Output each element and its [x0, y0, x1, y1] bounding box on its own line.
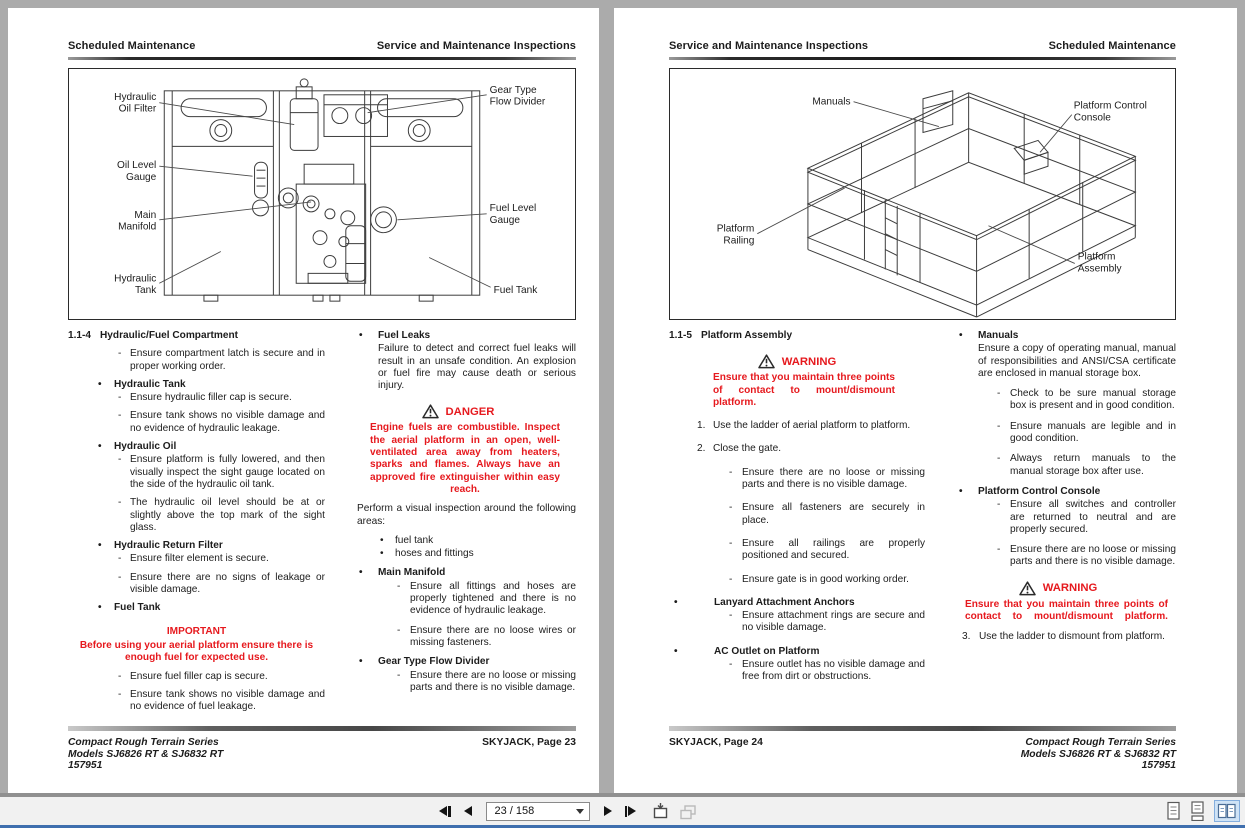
two-page-layout-icon [1217, 802, 1237, 820]
last-page-icon [628, 806, 636, 816]
svg-text:Console: Console [1073, 112, 1111, 124]
list-item: - Ensure all switches and controller are returned to neutral and are properly secured. [940, 499, 1176, 536]
warning-label: WARNING [781, 355, 837, 368]
label-manuals: Manuals [812, 96, 851, 108]
page-number-input[interactable] [487, 805, 576, 817]
label-oil-level-gauge: Oil Level [116, 160, 157, 172]
svg-text:Oil Filter: Oil Filter [118, 103, 157, 115]
warning-triangle-icon [758, 354, 775, 369]
footer-rule [68, 726, 576, 731]
platform-assembly-figure [669, 68, 1176, 320]
continuous-page-layout-icon [1190, 801, 1205, 821]
next-view-icon [678, 802, 698, 820]
footer-page-label: SKYJACK, Page 24 [669, 737, 763, 748]
svg-text:Railing: Railing [723, 235, 755, 247]
footer-series: Compact Rough Terrain Series [1025, 737, 1176, 748]
paragraph: Failure to detect and correct fuel leaks will result in an unsafe condition. An explosion or fuel fire may cause death or serious injury. [378, 343, 576, 392]
svg-text:Gauge: Gauge [125, 172, 157, 184]
footer-part-number: 157951 [68, 760, 103, 772]
page-24-column-1 [669, 330, 925, 684]
running-header-left: Scheduled Maintenance [68, 40, 196, 52]
list-item: • fuel tank [340, 535, 576, 547]
bullet-heading: • AC Outlet on Platform [669, 646, 925, 658]
footer-model-block [68, 737, 223, 772]
warning-label: WARNING [1042, 582, 1098, 595]
list-item: - Ensure all fasteners are securely in place. [669, 502, 925, 527]
page-24-column-2 [940, 330, 1176, 644]
header-rule [68, 57, 576, 60]
pdf-toolbar [0, 793, 1245, 828]
svg-text:Flow Divider: Flow Divider [489, 96, 546, 108]
platform-assembly-diagram [670, 69, 1175, 319]
page-number-combobox[interactable] [486, 802, 590, 821]
list-item: • hoses and fittings [340, 548, 576, 560]
page-23-footer [68, 726, 576, 772]
list-item: - Always return manuals to the manual storage box after use. [940, 453, 1176, 478]
first-page-button[interactable] [439, 806, 452, 817]
next-view-button[interactable] [678, 802, 698, 820]
first-page-icon [439, 806, 447, 816]
figure-labels [114, 85, 546, 296]
list-item: - Ensure platform is fully lowered, and then visually inspect the sight gauge located on the side of the hydraulic oil tank. [68, 454, 325, 491]
label-platform-control-console: Platform Control [1073, 100, 1147, 112]
label-hydraulic-oil-filter: Hydraulic [114, 91, 157, 103]
page-23-column-1 [68, 330, 325, 713]
running-header [68, 40, 576, 52]
step-number: 3. [962, 631, 971, 643]
page-24-columns [669, 330, 1176, 684]
bullet-heading: • Lanyard Attachment Anchors [669, 597, 925, 609]
callout-lines [757, 102, 1074, 264]
section-title: Platform Assembly [701, 330, 793, 341]
danger-label: DANGER [445, 405, 495, 418]
page-23-column-2 [340, 330, 576, 694]
danger-heading [340, 404, 576, 419]
list-item: - Ensure fuel filler cap is secure. [68, 671, 325, 683]
label-main-manifold: Main [134, 209, 157, 221]
paragraph: Ensure a copy of operating manual, manual of responsibilities and ANSI/CSA certificate are enclosed in manual storage box. [978, 343, 1176, 379]
list-item: - Ensure all fittings and hoses are properly tightened and there is no evidence of hydraulic leakage. [340, 581, 576, 618]
manual-page-23 [8, 8, 599, 793]
list-item: - Ensure attachment rings are secure and no visible damage. [669, 610, 925, 635]
footer-rule [669, 726, 1176, 731]
list-item: - Ensure compartment latch is secure and in proper working order. [68, 348, 325, 373]
svg-text:Assembly: Assembly [1077, 263, 1122, 275]
bullet-heading: • Hydraulic Return Filter [68, 540, 325, 552]
numbered-step: 1. Use the ladder of aerial platform to platform. [697, 420, 911, 432]
bullet-heading: • Hydraulic Oil [68, 441, 325, 453]
footer-models: Models SJ6826 RT & SJ6832 RT [68, 748, 224, 760]
section-number: 1.1-4 [68, 330, 92, 341]
diagram-linework [164, 79, 479, 301]
list-item: - The hydraulic oil level should be at or slightly above the top mark of the sight glass. [68, 497, 325, 534]
footer-models: Models SJ6826 RT & SJ6832 RT [1020, 748, 1176, 760]
paragraph: Perform a visual inspection around the following areas: [357, 503, 576, 527]
warning-heading [669, 354, 925, 369]
list-item: - Ensure all railings are properly positioned and secured. [669, 538, 925, 563]
running-header-right: Service and Maintenance Inspections [376, 40, 576, 52]
previous-view-button[interactable] [650, 802, 670, 820]
list-item: - Ensure hydraulic filler cap is secure. [68, 392, 325, 404]
list-item: - Ensure there are no signs of leakage or visible damage. [68, 572, 325, 597]
next-page-icon [604, 806, 612, 816]
page-navigation-controls [433, 797, 698, 825]
next-page-button[interactable] [604, 806, 612, 816]
important-body: Before using your aerial platform ensure there is enough fuel for expected use. [79, 639, 314, 664]
running-header-left: Service and Maintenance Inspections [669, 40, 869, 52]
list-item: - Ensure tank shows no visible damage and no evidence of hydraulic leakage. [68, 410, 325, 435]
label-platform-railing: Platform [716, 223, 755, 235]
bullet-heading: • Fuel Leaks [340, 330, 576, 342]
running-header-right: Scheduled Maintenance [1048, 40, 1176, 52]
list-item: - Ensure outlet has no visible damage and free from dirt or obstructions. [669, 659, 925, 684]
step-number: 1. [697, 420, 706, 432]
numbered-step: 2. Close the gate. [697, 443, 782, 455]
warning-triangle-icon [422, 404, 439, 419]
label-fuel-tank: Fuel Tank [493, 285, 538, 297]
continuous-page-layout-button[interactable] [1190, 801, 1205, 821]
label-fuel-level-gauge: Fuel Level [489, 202, 537, 214]
bullet-heading: • Platform Control Console [940, 486, 1176, 498]
svg-text:Tank: Tank [134, 285, 157, 297]
manual-page-24 [614, 8, 1237, 793]
running-header [669, 40, 1176, 52]
bullet-heading: • Fuel Tank [68, 602, 325, 614]
hydraulic-fuel-compartment-figure [68, 68, 576, 320]
two-page-layout-button[interactable] [1214, 800, 1240, 822]
list-item: - Ensure manuals are legible and in good condition. [940, 421, 1176, 446]
bullet-heading: • Main Manifold [340, 567, 576, 579]
page-23-columns [68, 330, 576, 713]
diagram-linework [808, 91, 1135, 317]
footer-part-number: 157951 [1141, 760, 1176, 772]
hydraulic-fuel-compartment-diagram [69, 69, 575, 319]
previous-view-icon [650, 802, 670, 820]
single-page-layout-button[interactable] [1166, 801, 1181, 821]
page-dropdown-arrow-icon[interactable] [576, 809, 584, 814]
last-page-button[interactable] [624, 806, 637, 817]
section-title: Hydraulic/Fuel Compartment [100, 330, 238, 341]
bullet-heading: • Manuals [940, 330, 1176, 342]
page-layout-controls [1157, 797, 1240, 825]
page-24-footer [669, 726, 1176, 772]
bullet-heading: • Gear Type Flow Divider [340, 656, 576, 668]
toolbar-body [0, 797, 1245, 825]
list-item: - Ensure there are no loose wires or missing fasteners. [340, 625, 576, 650]
svg-text:Manifold: Manifold [118, 221, 157, 233]
numbered-step: 3. Use the ladder to dismount from platform. [962, 631, 1165, 643]
list-item: - Ensure there are no loose or missing parts and there is no visible damage. [340, 670, 576, 695]
list-item: - Ensure tank shows no visible damage and no evidence of fuel leakage. [68, 689, 325, 714]
footer-page-label: SKYJACK, Page 23 [482, 737, 576, 748]
section-heading [669, 330, 925, 342]
footer-series: Compact Rough Terrain Series [68, 737, 219, 748]
label-platform-assembly: Platform [1077, 251, 1116, 263]
list-item: - Ensure filter element is secure. [68, 553, 325, 565]
step-number: 2. [697, 443, 706, 455]
warning-heading [940, 581, 1176, 596]
previous-page-icon [464, 806, 472, 816]
bullet-heading: • Hydraulic Tank [68, 379, 325, 391]
label-gear-type-flow-divider: Gear Type [489, 84, 537, 96]
label-hydraulic-tank: Hydraulic [114, 273, 157, 285]
warning-body: Ensure that you maintain three points of contact to mount/dismount platform. [965, 598, 1168, 623]
list-item: - Ensure there are no loose or missing parts and there is no visible damage. [669, 467, 925, 492]
header-rule [669, 57, 1176, 60]
danger-body: Engine fuels are combustible. Inspect the aerial platform in an open, well-ventilated area away from heaters, sparks and flames. Always have an approved fire extinguisher within easy reach. [370, 422, 560, 495]
footer-model-block [1021, 737, 1176, 772]
list-item: - Ensure there are no loose or missing parts and there is no visible damage. [940, 544, 1176, 569]
warning-body: Ensure that you maintain three points of contact to mount/dismount platform. [713, 372, 895, 408]
warning-triangle-icon [1019, 581, 1036, 596]
single-page-layout-icon [1166, 801, 1181, 821]
list-item: - Check to be sure manual storage box is present and in good condition. [940, 388, 1176, 413]
previous-page-button[interactable] [464, 806, 472, 816]
section-heading [68, 330, 325, 342]
section-number: 1.1-5 [669, 330, 693, 341]
important-title: IMPORTANT [166, 625, 227, 637]
svg-text:Gauge: Gauge [489, 214, 521, 226]
list-item: - Ensure gate is in good working order. [669, 574, 925, 586]
